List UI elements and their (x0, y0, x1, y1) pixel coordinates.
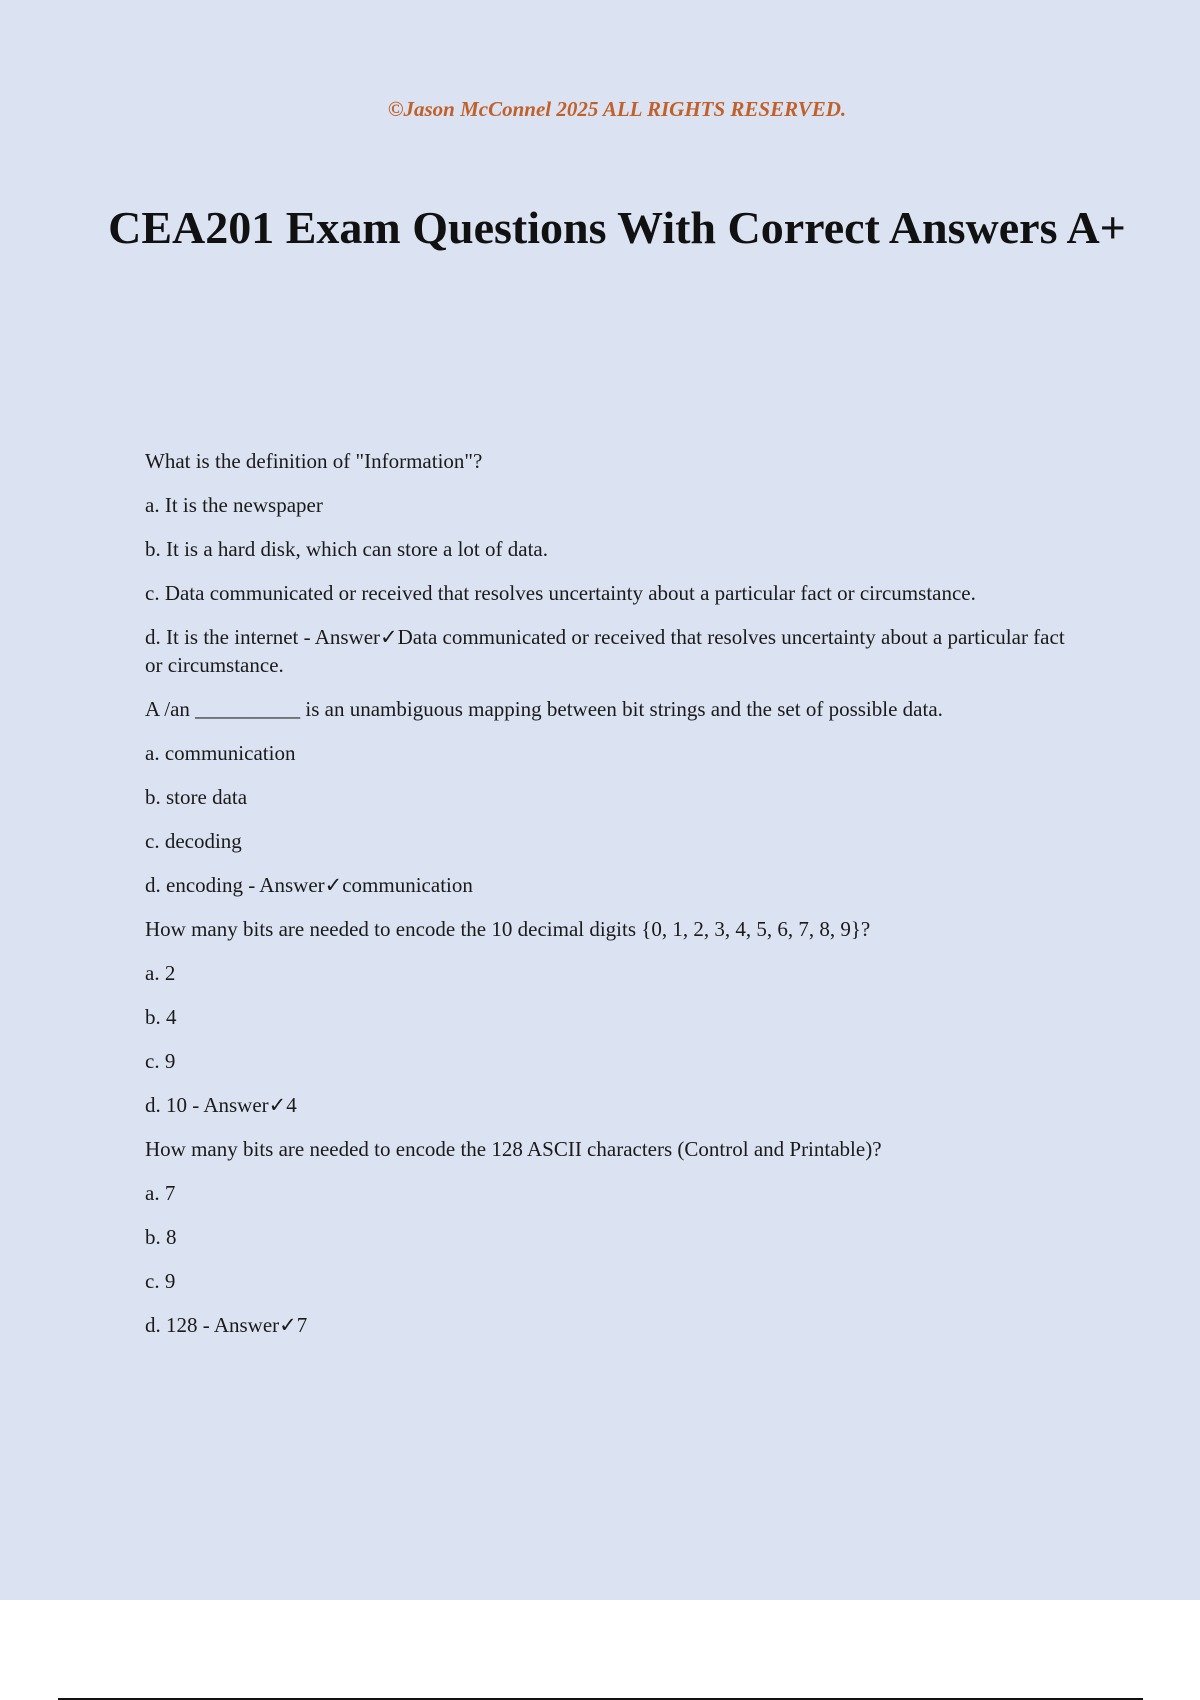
question-1-option-c: c. Data communicated or received that resolves uncertainty about a particular fact or circumstance. (145, 581, 976, 605)
question-4: How many bits are needed to encode the 128 ASCII characters (Control and Printable)? (145, 1137, 882, 1161)
question-3: How many bits are needed to encode the 10 decimal digits {0, 1, 2, 3, 4, 5, 6, 7, 8, 9}? (145, 917, 871, 941)
copyright-notice: ©Jason McConnel 2025 ALL RIGHTS RESERVED. (387, 97, 847, 121)
question-4-option-b: b. 8 (145, 1225, 177, 1249)
question-3-option-b: b. 4 (145, 1005, 177, 1029)
question-3-option-c: c. 9 (145, 1049, 176, 1073)
question-4-option-d-answer: d. 128 - Answer✓7 (145, 1313, 308, 1337)
document-title: CEA201 Exam Questions With Correct Answers A+ (108, 202, 1126, 253)
question-1-option-b: b. It is a hard disk, which can store a lot of data. (145, 537, 548, 561)
question-2-option-a: a. communication (145, 741, 296, 765)
page-footer (0, 1600, 1200, 1700)
question-list (145, 447, 1075, 1355)
question-1-option-d-answer: d. It is the internet - Answer✓Data communicated or received that resolves uncertainty about a particular fact or circumstance. (145, 625, 1065, 677)
question-3-option-d-answer: d. 10 - Answer✓4 (145, 1093, 297, 1117)
question-1-option-a: a. It is the newspaper (145, 493, 323, 517)
question-4-option-c: c. 9 (145, 1269, 176, 1293)
question-3-option-a: a. 2 (145, 961, 176, 985)
question-2-option-d-answer: d. encoding - Answer✓communication (145, 873, 473, 897)
question-2-option-c: c. decoding (145, 829, 242, 853)
question-4-option-a: a. 7 (145, 1181, 176, 1205)
question-2: A /an __________ is an unambiguous mapping between bit strings and the set of possible data. (145, 697, 943, 721)
question-2-option-b: b. store data (145, 785, 248, 809)
question-1: What is the definition of "Information"? (145, 449, 483, 473)
